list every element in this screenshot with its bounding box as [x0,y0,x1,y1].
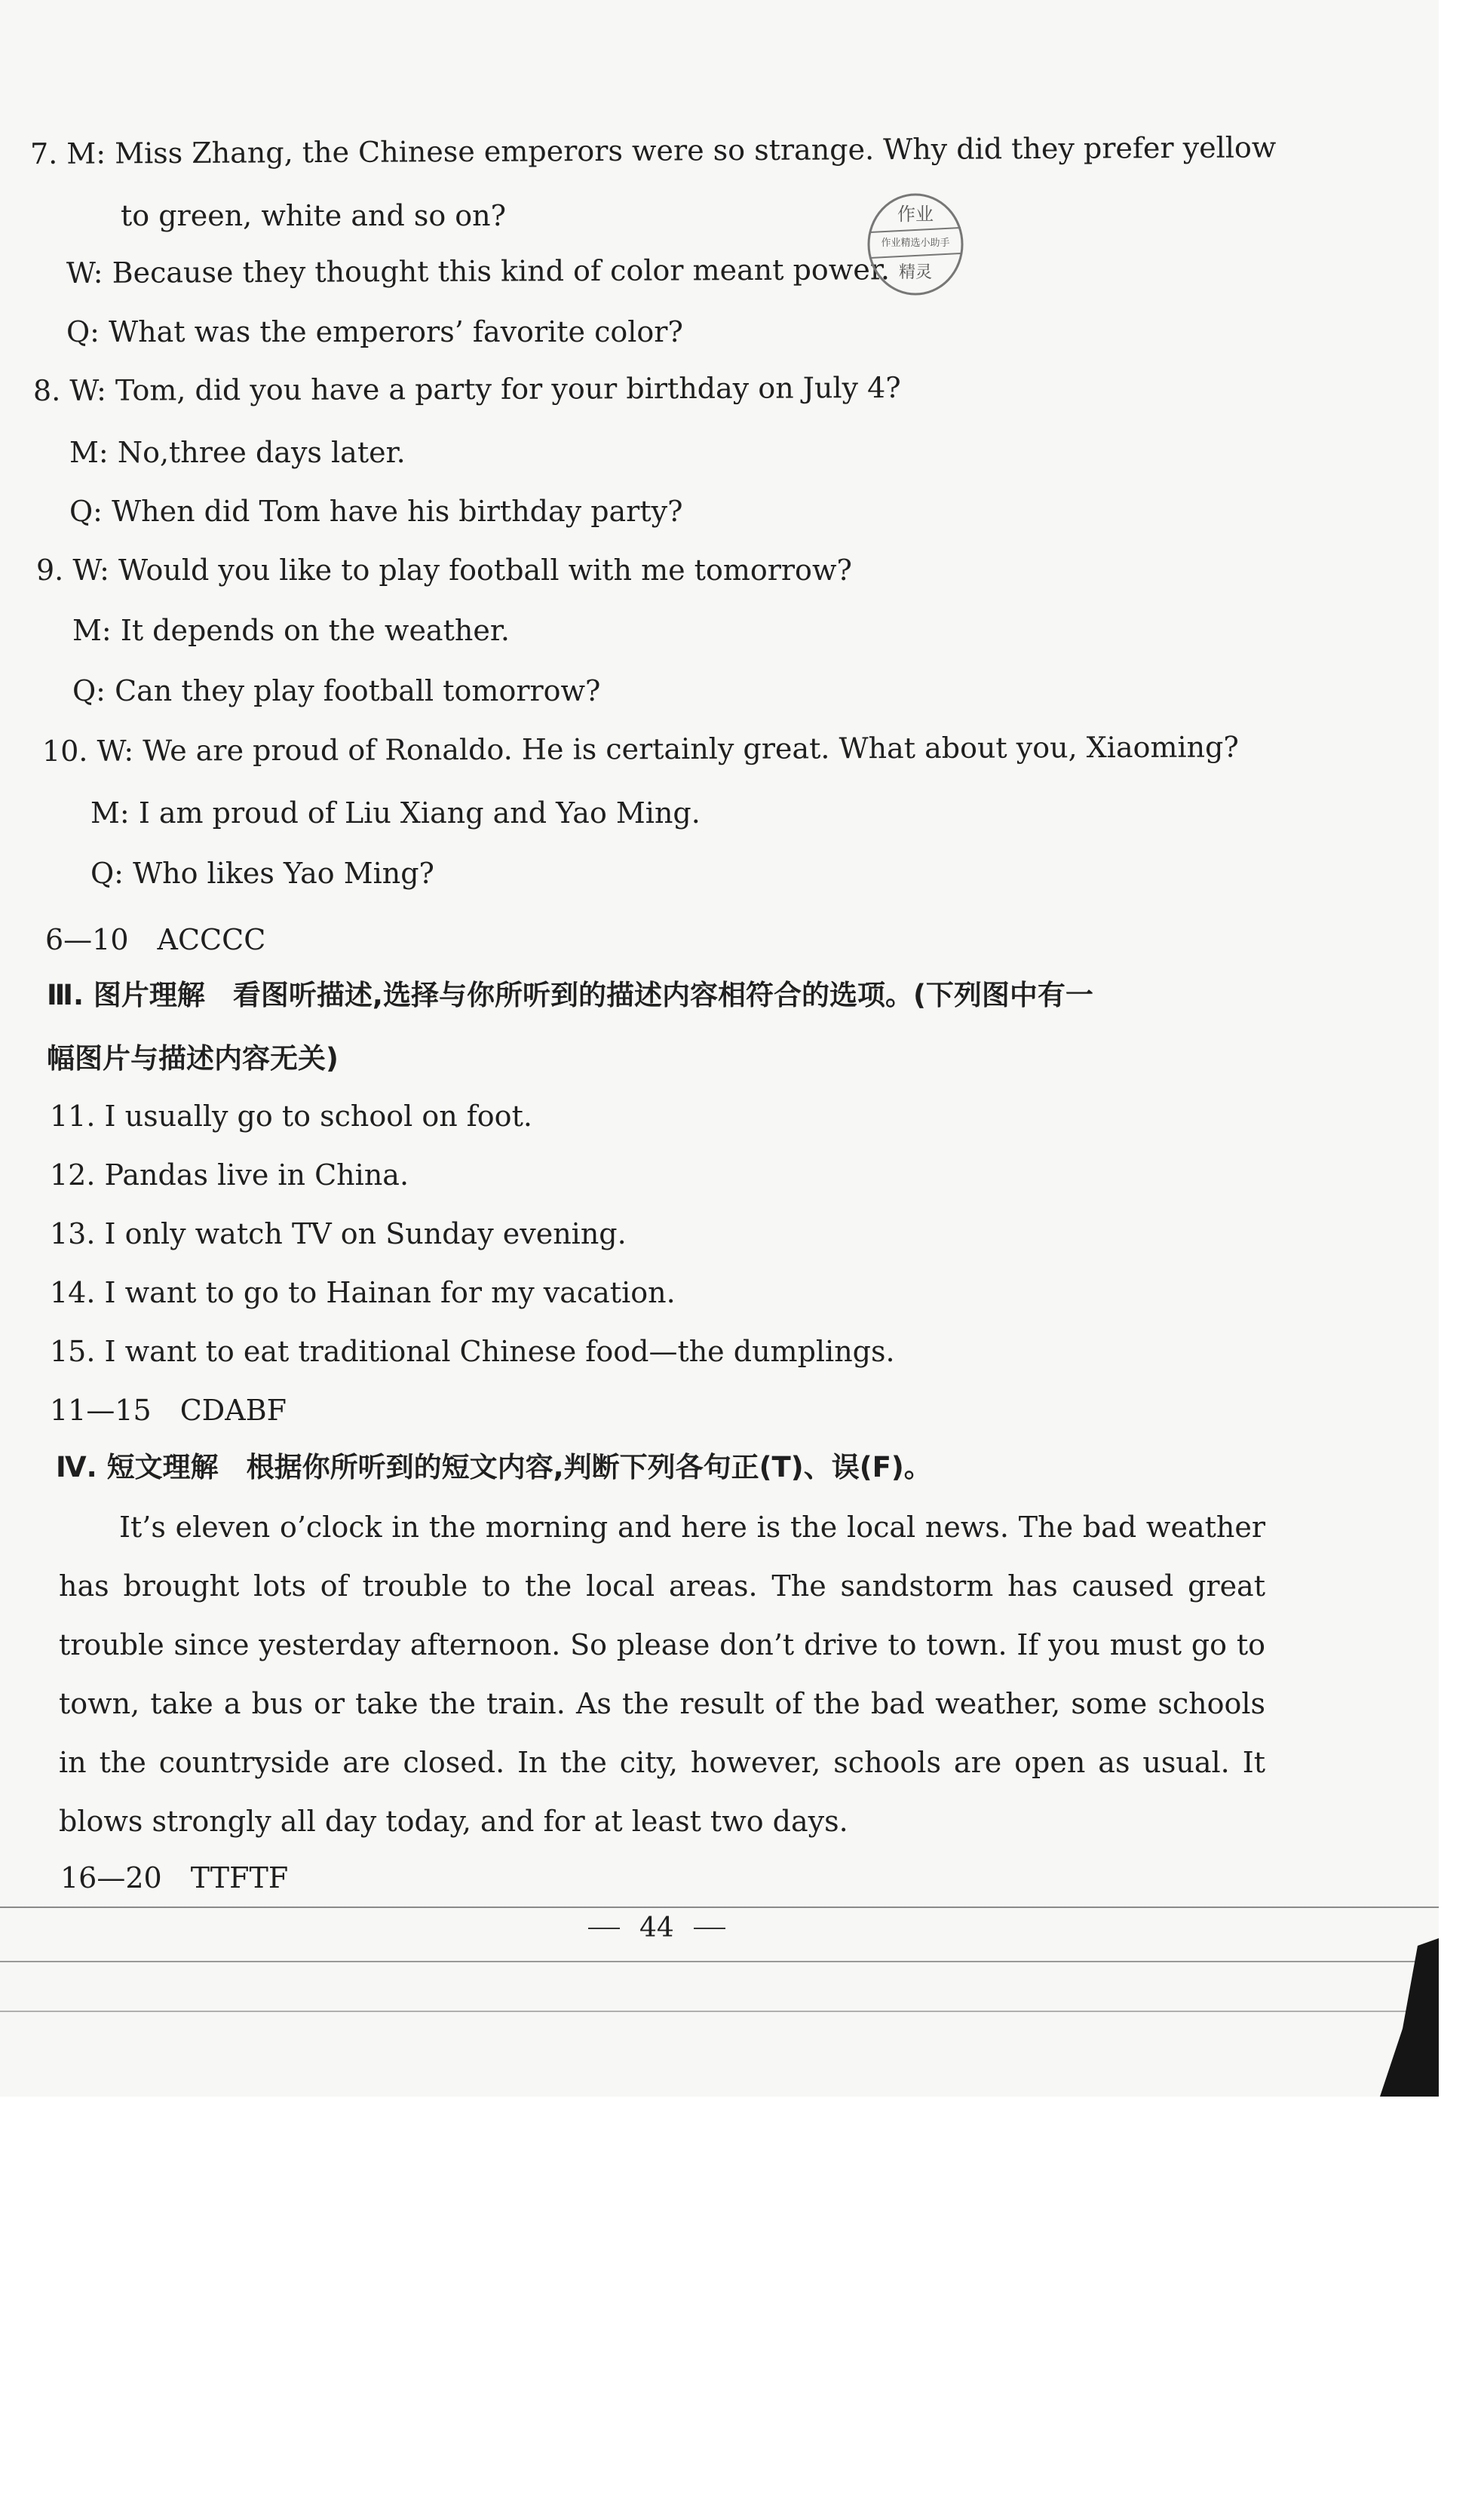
dialogue-text: I am proud of Liu Xiang and Yao Ming. [138,796,701,830]
answers-16-20: 16—20 TTFTF [60,1861,289,1894]
dialogue-text: What was the emperors’ favorite color? [109,315,683,348]
section-4-title: Ⅳ. 短文理解 根据你所听到的短文内容,判断下列各句正(T)、误(F)。 [56,1451,932,1483]
speaker-label: Q: [90,857,124,890]
question-number: 7. [29,137,58,170]
speaker-label: W: [69,373,106,407]
speaker-label: W: [72,554,109,587]
speaker-label: Q: [72,674,106,707]
speaker-label: W: [97,734,134,768]
section-3-item-15: 15. I want to eat traditional Chinese food—the dumplings. [50,1335,895,1368]
speaker-label: W: [66,256,103,290]
section-3-title-line-1: Ⅲ. 图片理解 看图听描述,选择与你所听到的描述内容相符合的选项。(下列图中有一 [47,979,1093,1011]
dialogue-text: It depends on the weather. [120,614,510,647]
section-3-title-line-2: 幅图片与描述内容无关) [47,1042,339,1075]
speaker-label: M: [69,436,109,469]
dialogue-text: Would you like to play football with me tomorrow? [118,554,852,587]
question-number: 8. [32,373,61,407]
page-number: 44 [639,1913,674,1943]
dialogue-text: Tom, did you have a party for your birthday on July 4? [115,370,901,407]
dialogue-text: Because they thought this kind of color meant power. [112,253,890,290]
svg-text:作业: 作业 [897,204,934,225]
section-4-passage: It’s eleven o’clock in the morning and here is the local news. The bad weather has brought lots of trouble to the local areas. The sandstorm has caused great trouble since yesterday afternoon. So please don’t drive to town. If you must go to town, take a bus or take the train. As the result of the bad weather, some schools in the countryside are closed. In the city, however, schools are open as usual. It blows strongly all day today, and for at least two days. [59,1511,1265,1838]
section-3-item-11: 11. I usually go to school on foot. [50,1100,532,1133]
dialogue-text: to green, white and so on? [121,199,507,232]
svg-text:精灵: 精灵 [898,263,933,282]
section-3-item-13: 13. I only watch TV on Sunday evening. [50,1217,627,1250]
speaker-label: M: [66,137,106,170]
speaker-label: M: [90,796,130,830]
section-3-item-12: 12. Pandas live in China. [50,1158,409,1192]
answers-11-15: 11—15 CDABF [50,1394,287,1427]
dialogue-text: We are proud of Ronaldo. He is certainly great. What about you, Xiaoming? [143,730,1239,768]
answers-6-10: 6—10 ACCCC [45,923,266,956]
dialogue-text: Who likes Yao Ming? [133,857,434,890]
section-3-item-14: 14. I want to go to Hainan for my vacation. [50,1276,676,1309]
dialogue-text: Can they play football tomorrow? [115,674,601,707]
question-number: 10. [41,734,88,768]
dialogue-text: Miss Zhang, the Chinese emperors were so strange. Why did they prefer yellow [115,130,1277,170]
svg-text:作业精选小助手: 作业精选小助手 [881,238,950,249]
speaker-label: Q: [66,315,100,348]
dialogue-text: No,three days later. [117,436,406,469]
speaker-label: Q: [69,495,103,528]
dialogue-text: When did Tom have his birthday party? [112,495,683,528]
question-number: 9. [36,554,64,587]
speaker-label: M: [72,614,112,647]
